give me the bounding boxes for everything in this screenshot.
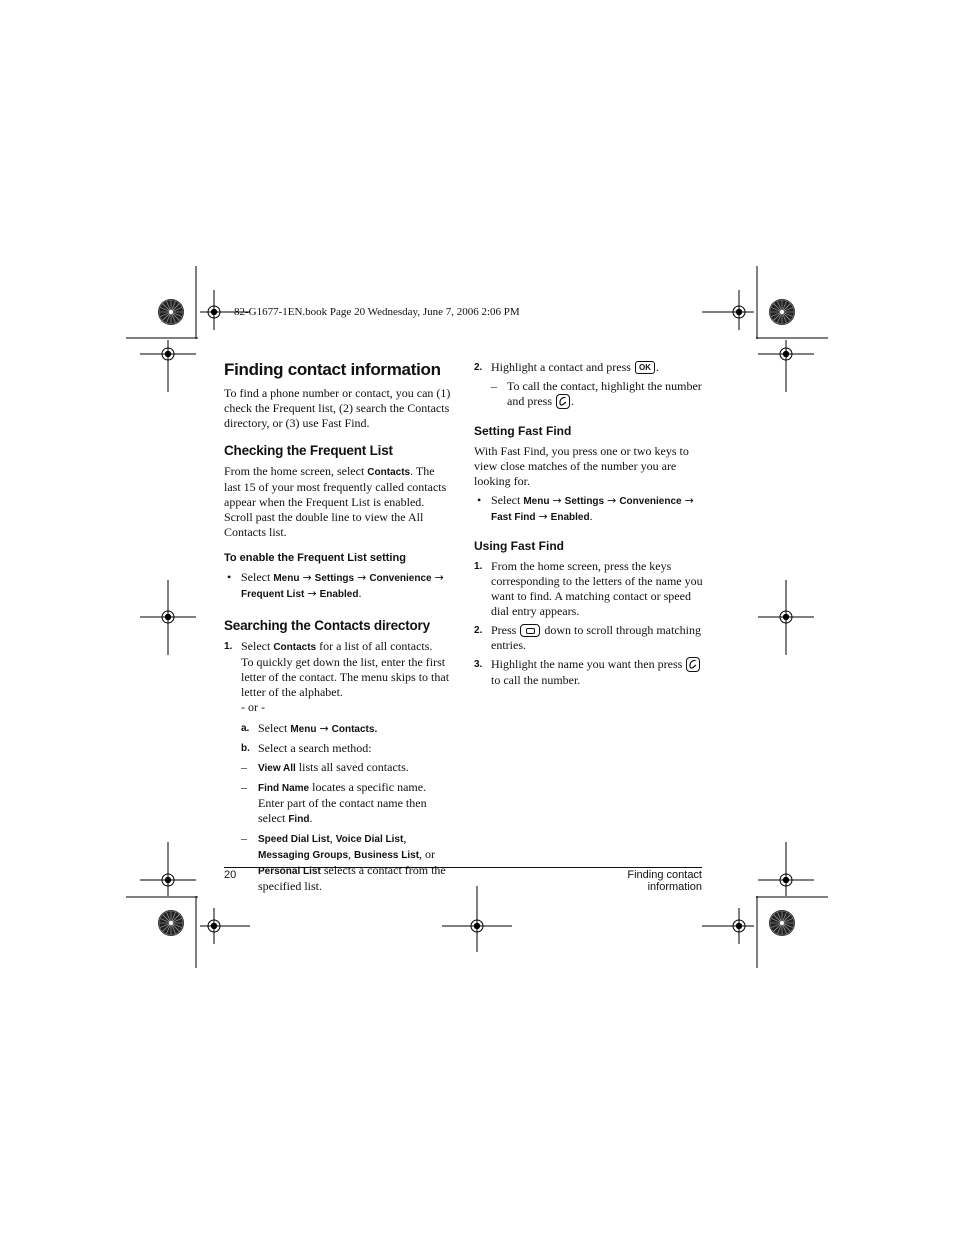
using-fast-find-heading: Using Fast Find [474,538,564,553]
search-contacts-heading: Searching the Contacts directory [224,618,430,633]
search-method-find-name: – Find Name locates a specific name. Enter part of the contact name then select Find. [241,780,427,825]
search-method-view-all: – View All lists all saved contacts. [241,760,409,774]
send-key-icon [686,657,700,672]
bullet: • [227,570,232,584]
search-step-1b: b. Select a search method: [241,741,372,755]
bullet: • [477,492,482,507]
arrow-icon: → [434,571,444,584]
search-step-2-sub: – To call the contact, highlight the number and press . [491,379,702,408]
arrow-icon: → [607,493,617,507]
frequent-list-paragraph: From the home screen, select Contacts. The last 15 of your most frequently called contacts appear when the Frequent List is enabled. Scroll past the double line to view the All Contacts list. [224,464,447,539]
fast-find-paragraph: With Fast Find, you press one or two keys to view close matches of the number you are looking for. [474,443,689,488]
fast-find-step-3: 3. Highlight the name you want then press to call the number. [474,657,704,688]
footer-rule [224,867,702,868]
fast-find-step-2: 2. Press down to scroll through matching entries. [474,622,701,652]
enable-fast-find-step: • Select Menu → Settings → Convenience → Fast Find → Enabled. [477,492,694,523]
search-method-lists: – Speed Dial List, Voice Dial List, Messaging Groups, Business List, or Personal List selects a contact from the specified list. [241,831,446,893]
right-column [474,360,704,692]
search-step-1a: a. Select Menu → Contacts. [241,721,378,735]
enable-frequent-step: • Select Menu → Settings → Convenience → Frequent List → Enabled. [227,570,444,600]
arrow-icon: → [684,493,694,507]
page-number: 20 [224,869,237,881]
search-step-2: 2. Highlight a contact and press OK . [474,360,659,374]
or-separator: - or - [241,700,265,714]
arrow-icon: → [538,509,548,523]
fast-find-step-1: 1. From the home screen, press the keys corresponding to the letters of the name you want to find. A matching contact or speed dial entry appears. [474,558,703,618]
arrow-icon: → [357,571,367,584]
intro-paragraph: To find a phone number or contact, you can (1) check the Frequent list, (2) search the Contacts directory, or (3) use Fast Find. [224,386,451,430]
page-title: Finding contact information [224,360,441,379]
nav-key-icon [520,624,540,637]
send-key-icon [556,394,570,409]
frequent-list-heading: Checking the Frequent List [224,443,393,458]
running-title: Finding contact information [627,869,702,893]
left-column [224,360,454,898]
arrow-icon: → [307,587,317,600]
book-header-line: 82-G1677-1EN.book Page 20 Wednesday, June 7, 2006 2:06 PM [234,306,520,318]
setting-fast-find-heading: Setting Fast Find [474,423,572,438]
arrow-icon: → [552,493,562,507]
contacts-ui-label: Contacts [367,467,411,478]
search-step-1: 1. Select Contacts for a list of all contacts. To quickly get down the list, enter the first letter of the contact. The menu skips to that letter of the alphabet. - or - [224,639,450,714]
arrow-icon: → [302,571,312,584]
arrow-icon: → [319,722,329,735]
enable-frequent-heading: To enable the Frequent List setting [224,552,406,564]
ok-key-icon: OK [635,361,655,374]
